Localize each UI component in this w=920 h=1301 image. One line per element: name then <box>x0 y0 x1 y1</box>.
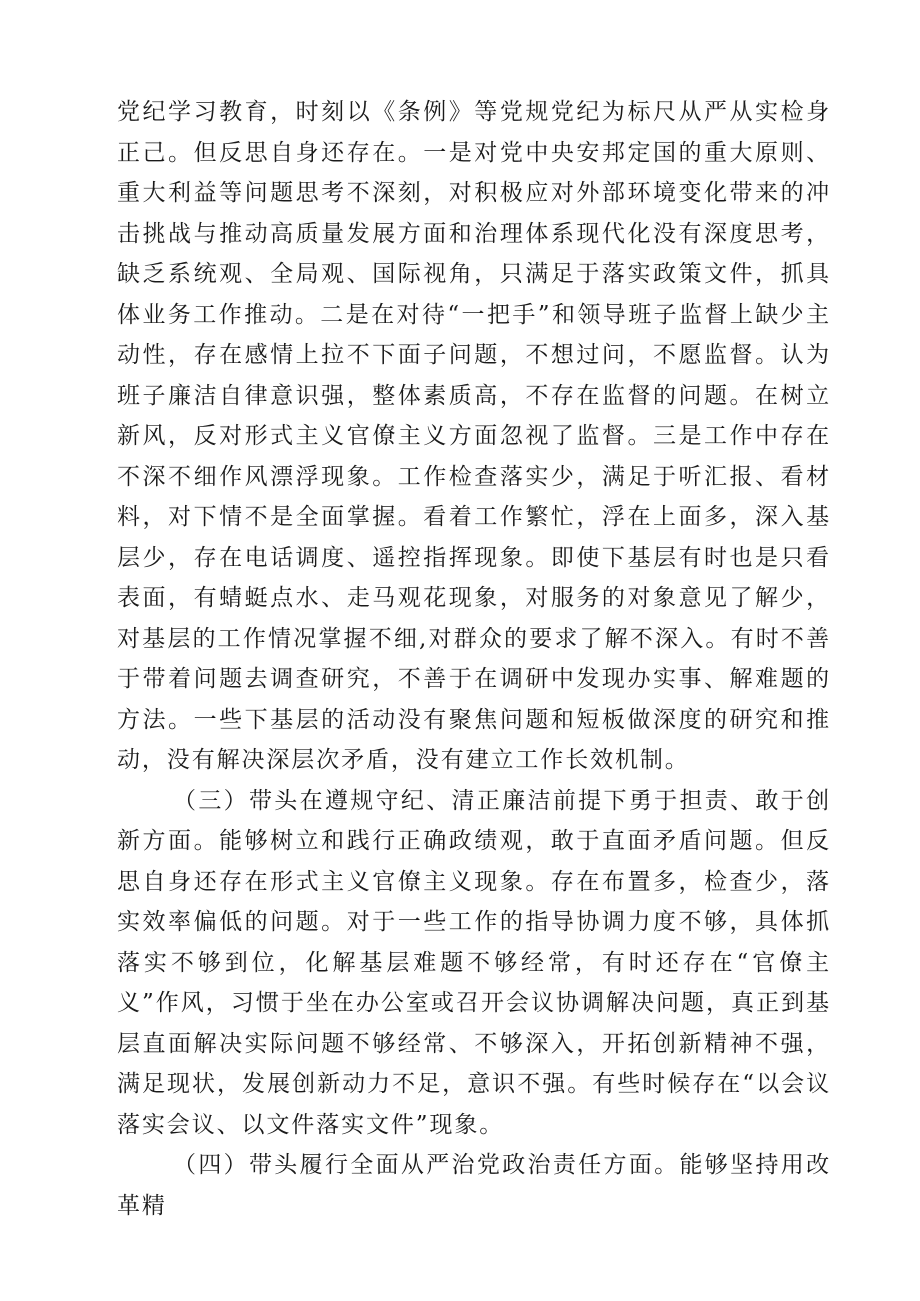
paragraph-section-three: （三）带头在遵规守纪、清正廉洁前提下勇于担责、敢于创新方面。能够树立和践行正确政绩观，敢于直面矛盾问题。但反思自身还存在形式主义官僚主义现象。存在布置多，检查少，落实效率偏低的问题。对于一些工作的指导协调力度不够，具体抓落实不够到位，化解基层难题不够经常，有时还存在“官僚主义”作风，习惯于坐在办公室或召开会议协调解决问题，真正到基层直面解决实际问题不够经常、不够深入，开拓创新精神不强，满足现状，发展创新动力不足，意识不强。有些时候存在“以会议落实会议、以文件落实文件”现象。 <box>117 787 831 1138</box>
document-body <box>117 92 831 1226</box>
paragraph-section-four: （四）带头履行全面从严治党政治责任方面。能够坚持用改革精 <box>117 1152 831 1219</box>
paragraph-continuation: 党纪学习教育，时刻以《条例》等党规党纪为标尺从严从实检身正己。但反思自身还存在。一是对党中央安邦定国的重大原则、重大利益等问题思考不深刻，对积极应对外部环境变化带来的冲击挑战与推动高质量发展方面和治理体系现代化没有深度思考，缺乏系统观、全局观、国际视角，只满足于落实政策文件，抓具体业务工作推动。二是在对待“一把手”和领导班子监督上缺少主动性，存在感情上拉不下面子问题，不想过问，不愿监督。认为班子廉洁自律意识强，整体素质高，不存在监督的问题。在树立新风，反对形式主义官僚主义方面忽视了监督。三是工作中存在不深不细作风漂浮现象。工作检查落实少，满足于听汇报、看材料，对下情不是全面掌握。看着工作繁忙，浮在上面多，深入基层少，存在电话调度、遥控指挥现象。即使下基层有时也是只看表面，有蜻蜓点水、走马观花现象，对服务的对象意见了解少，对基层的工作情况掌握不细,对群众的要求了解不深入。有时不善于带着问题去调查研究，不善于在调研中发现办实事、解难题的方法。一些下基层的活动没有聚焦问题和短板做深度的研究和推动，没有解决深层次矛盾，没有建立工作长效机制。 <box>117 99 831 773</box>
